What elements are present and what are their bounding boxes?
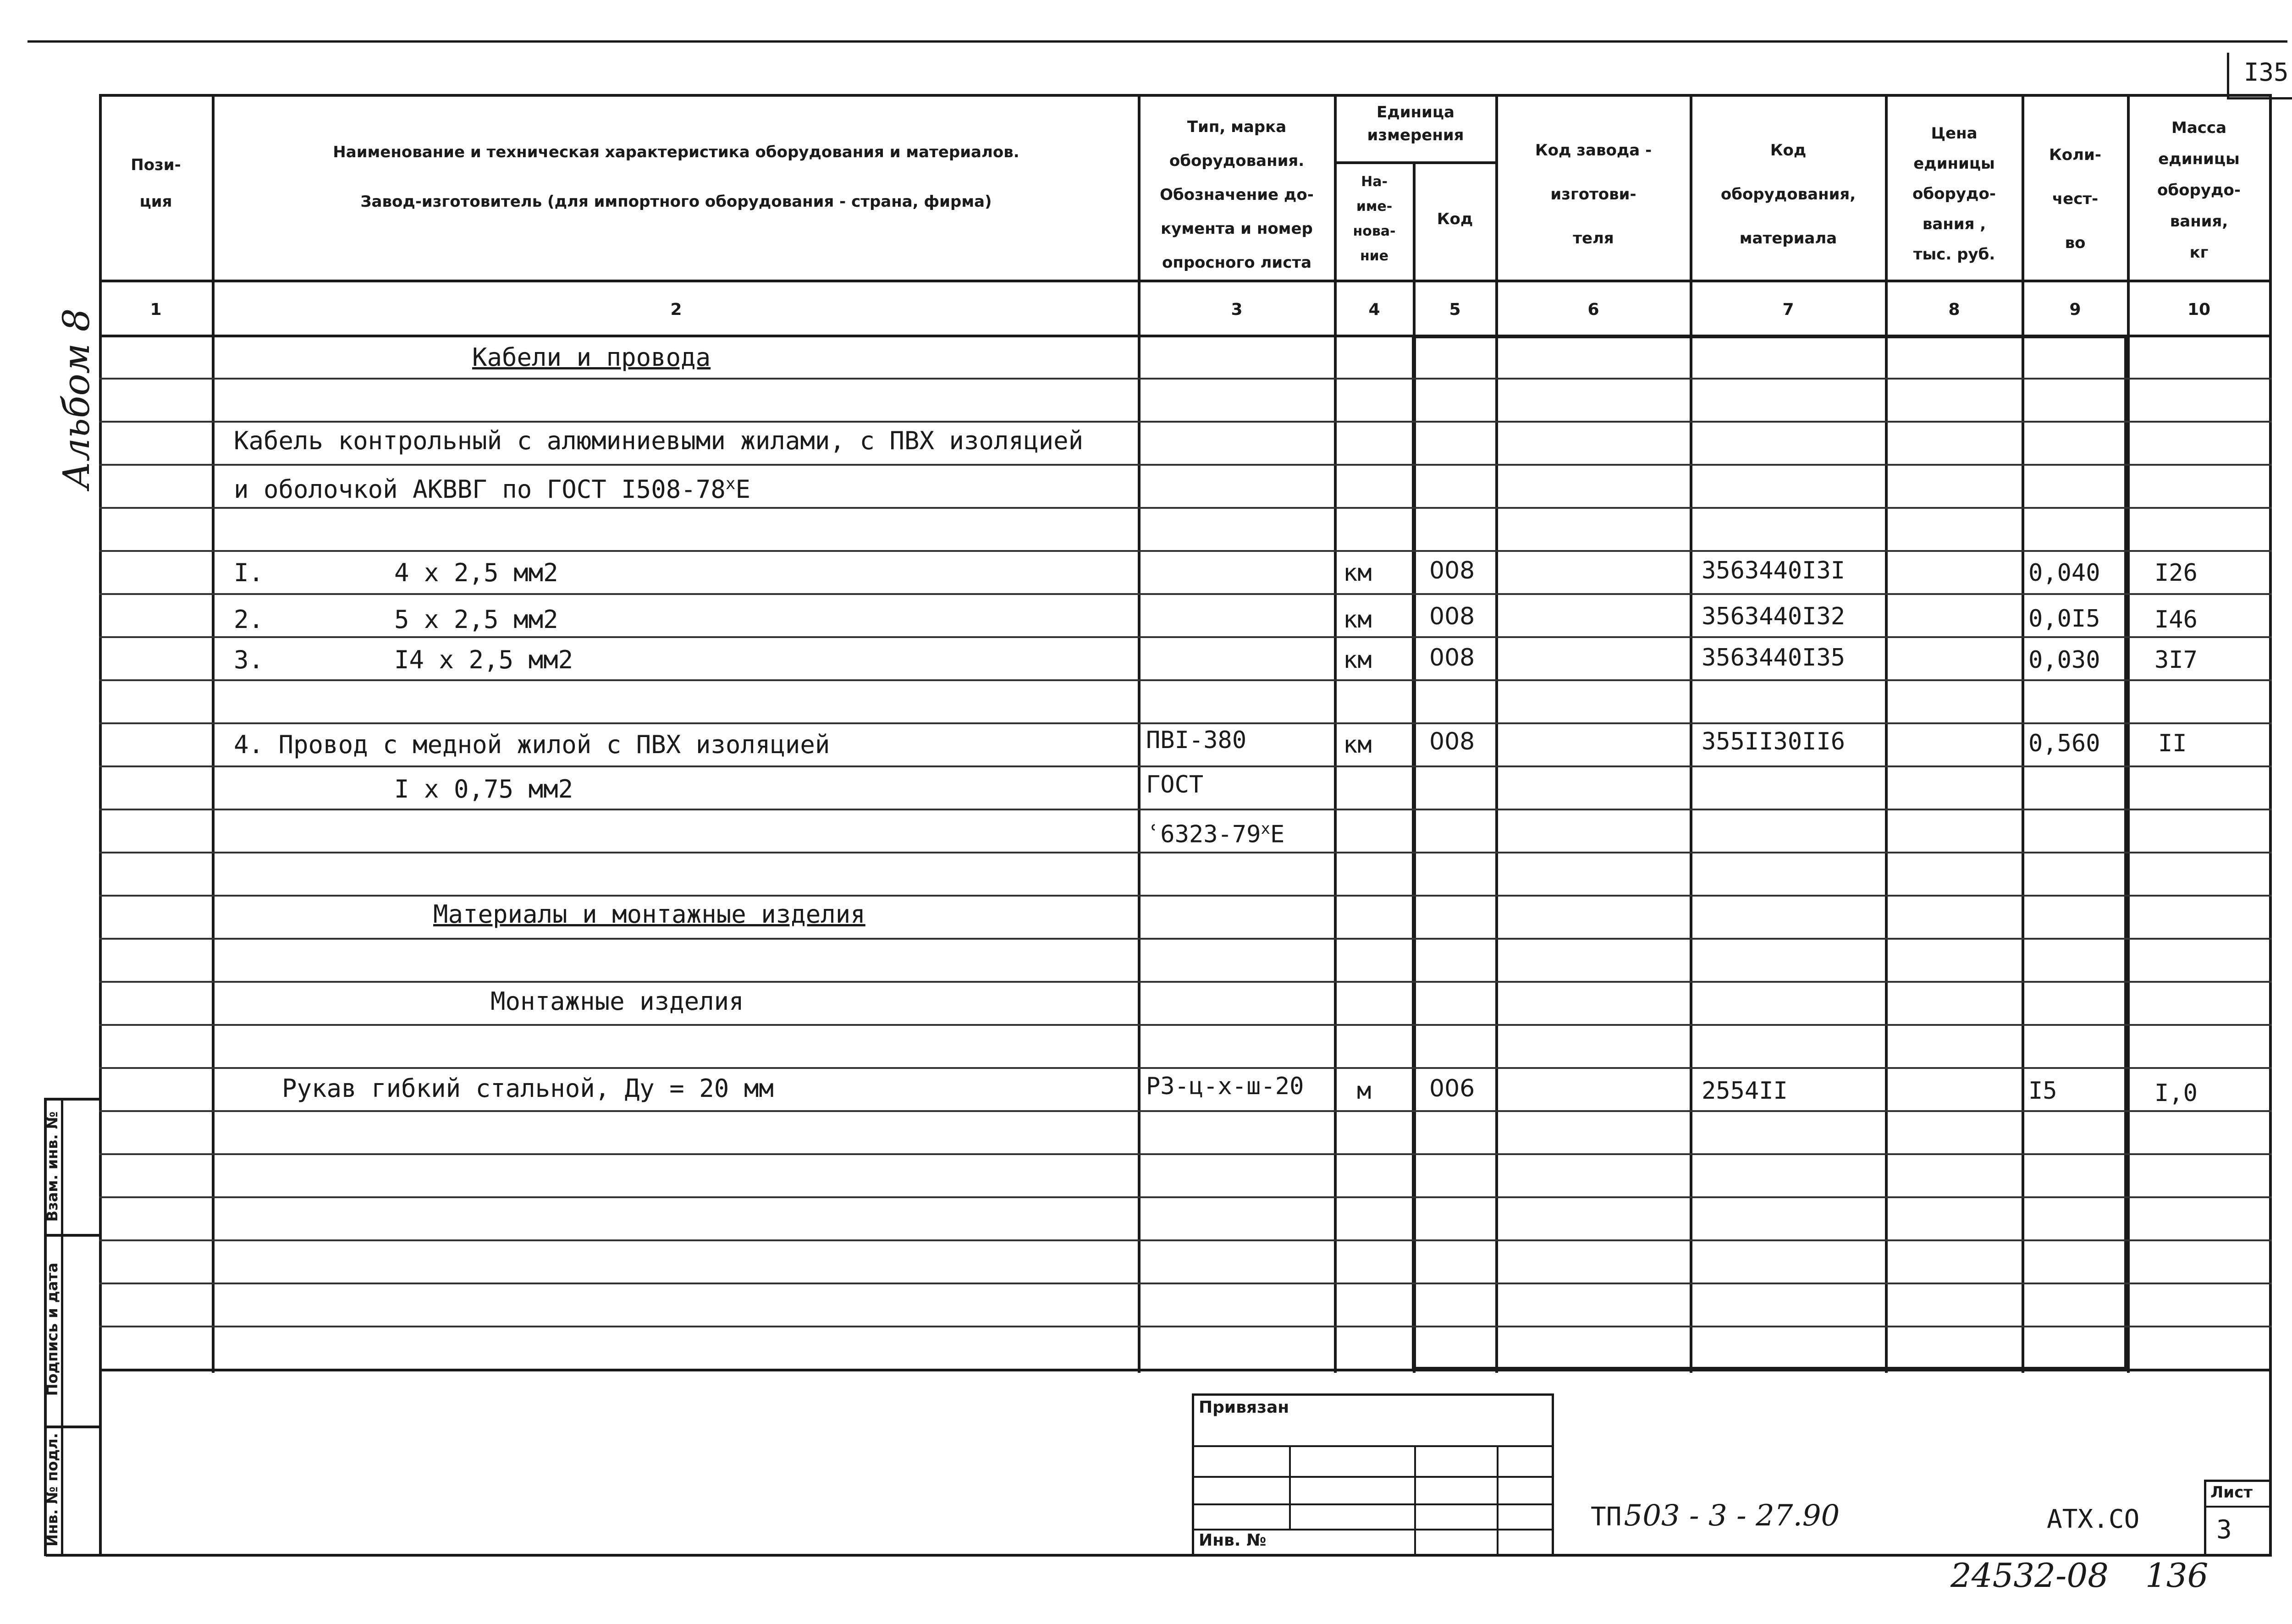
item-3-code: 008 bbox=[1429, 644, 1475, 672]
hose-mass: I,0 bbox=[2154, 1079, 2198, 1107]
side-label-signature-date: Подпись и дата bbox=[44, 1262, 61, 1396]
stamp-sheet-number: 3 bbox=[2216, 1515, 2232, 1545]
cable-description-line2: и оболочкой АКВВГ по ГОСТ I508-78$^x$Е bbox=[234, 474, 751, 504]
hose-description: Рукав гибкий стальной, Ду = 20 мм bbox=[282, 1074, 774, 1103]
wire-type-line1: ПВI-380 bbox=[1146, 727, 1247, 754]
column-number-1: 1 bbox=[150, 300, 162, 319]
side-label-replaced-inventory: Взам. инв. № bbox=[44, 1111, 61, 1222]
subsection-title-mounting: Монтажные изделия bbox=[490, 987, 744, 1016]
hose-type: Р3-ц-х-ш-20 bbox=[1146, 1073, 1304, 1100]
column-number-6: 6 bbox=[1587, 300, 1599, 319]
side-label-original-inventory: Инв. № подл. bbox=[44, 1433, 61, 1547]
item-1-mass: I26 bbox=[2154, 559, 2198, 587]
header-quantity: Коли- чест- во bbox=[2049, 146, 2101, 252]
header-price: Цена единицы оборудо- вания , тыс. руб. bbox=[1912, 124, 1996, 264]
hose-unit: м bbox=[1357, 1077, 1372, 1105]
column-number-10: 10 bbox=[2187, 300, 2211, 319]
item-2-unit: км bbox=[1343, 606, 1372, 633]
wire-mass: II bbox=[2158, 730, 2187, 757]
item-1-material-code: 3563440I3I bbox=[1702, 557, 1846, 584]
section-title-materials: Материалы и монтажные изделия bbox=[433, 900, 865, 929]
header-equipment-code: Код оборудования, материала bbox=[1720, 141, 1856, 248]
item-3-material-code: 3563440I35 bbox=[1702, 644, 1846, 672]
album-handwritten-label: Альбом 8 bbox=[55, 308, 98, 490]
hose-code: 006 bbox=[1429, 1075, 1475, 1102]
bottom-page-number: 136 bbox=[2145, 1556, 2209, 1595]
header-mass: Масса единицы оборудо- вания, кг bbox=[2157, 119, 2241, 262]
wire-type-line3: ʿ6323-79$^x$Е bbox=[1146, 820, 1285, 848]
header-position: Пози- ция bbox=[131, 156, 181, 211]
stamp-sheet-label: Лист bbox=[2210, 1483, 2253, 1502]
column-number-9: 9 bbox=[2069, 300, 2081, 319]
top-sheet-number: I35 bbox=[2244, 58, 2289, 87]
bottom-archive-code: 24532-08 bbox=[1950, 1556, 2109, 1595]
header-type: Тип, марка оборудования. Обозначение до- кумента и номер опросного листа bbox=[1160, 118, 1314, 272]
hose-quantity: I5 bbox=[2028, 1077, 2057, 1105]
item-1-number: I. bbox=[234, 558, 264, 587]
header-unit-name: На- име- нова- ние bbox=[1353, 174, 1396, 264]
stamp-document-mark: АТХ.СО bbox=[2047, 1504, 2140, 1534]
item-3-number: 3. bbox=[234, 645, 264, 674]
column-number-3: 3 bbox=[1231, 300, 1243, 319]
item-2-spec: 5 x 2,5 мм2 bbox=[394, 605, 558, 634]
item-3-unit: км bbox=[1343, 646, 1372, 674]
wire-unit: км bbox=[1343, 731, 1372, 759]
item-3-spec: I4 x 2,5 мм2 bbox=[394, 645, 573, 674]
stamp-inventory-label: Инв. № bbox=[1199, 1531, 1267, 1550]
item-2-number: 2. bbox=[234, 605, 264, 634]
wire-code: 008 bbox=[1429, 728, 1475, 755]
item-2-code: 008 bbox=[1429, 603, 1475, 630]
cable-description-line1: Кабель контрольный с алюминиевыми жилами, с ПВХ изоляцией bbox=[234, 426, 1084, 455]
column-number-5: 5 bbox=[1449, 300, 1461, 319]
stamp-document-code: ТП 503 - 3 - 27.90 bbox=[1591, 1499, 1840, 1533]
column-number-2: 2 bbox=[670, 300, 682, 319]
item-3-quantity: 0,030 bbox=[2028, 646, 2100, 674]
header-unit-code: Код bbox=[1437, 210, 1473, 228]
item-2-mass: I46 bbox=[2154, 606, 2198, 633]
item-1-spec: 4 x 2,5 мм2 bbox=[394, 558, 558, 587]
header-name-line2: Завод-изготовитель (для импортного оборудования - страна, фирма) bbox=[360, 193, 992, 211]
item-1-unit: км bbox=[1343, 559, 1372, 587]
header-name-line1: Наименование и техническая характеристика оборудования и материалов. bbox=[333, 143, 1019, 161]
hose-material-code: 2554II bbox=[1702, 1077, 1788, 1105]
item-3-mass: 3I7 bbox=[2154, 646, 2198, 674]
wire-type-line2: ГОСТ bbox=[1146, 771, 1204, 798]
stamp-attached-label: Привязан bbox=[1199, 1398, 1289, 1417]
header-unit-group: Единица измерения bbox=[1367, 103, 1464, 144]
item-2-material-code: 3563440I32 bbox=[1702, 603, 1846, 630]
section-title-cables: Кабели и провода bbox=[472, 343, 711, 372]
wire-material-code: 355II30II6 bbox=[1702, 728, 1846, 755]
wire-description-line1: 4. Провод с медной жилой с ПВХ изоляцией bbox=[234, 730, 830, 759]
wire-quantity: 0,560 bbox=[2028, 730, 2100, 757]
column-number-4: 4 bbox=[1368, 300, 1380, 319]
column-number-8: 8 bbox=[1948, 300, 1960, 319]
item-2-quantity: 0,0I5 bbox=[2028, 605, 2100, 633]
wire-description-line2: I x 0,75 мм2 bbox=[394, 775, 573, 804]
column-number-7: 7 bbox=[1782, 300, 1794, 319]
item-1-code: 008 bbox=[1429, 557, 1475, 584]
header-maker-code: Код завода - изготови- теля bbox=[1535, 141, 1652, 248]
item-1-quantity: 0,040 bbox=[2028, 559, 2100, 587]
